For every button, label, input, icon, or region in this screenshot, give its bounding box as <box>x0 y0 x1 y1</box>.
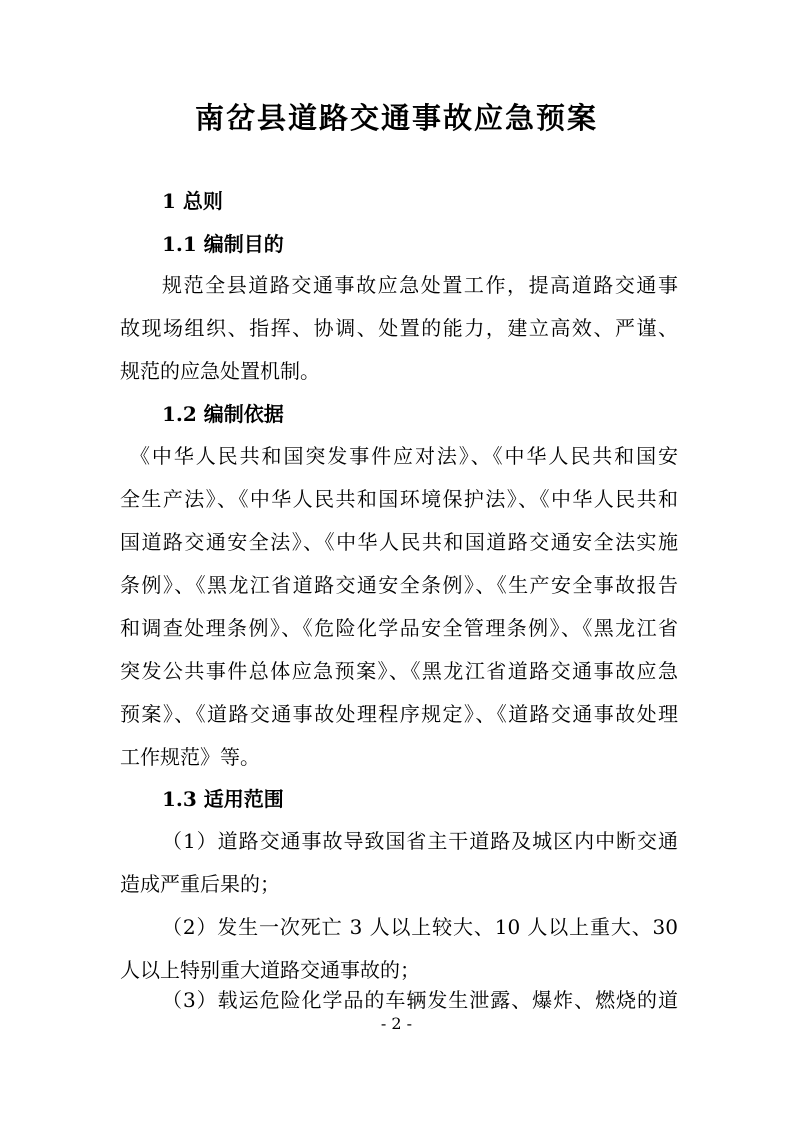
paragraph-line: 《中华人民共和国突发事件应对法》、《中华人民共和国安 <box>130 444 678 468</box>
paragraph-line: 预案》、《道路交通事故处理程序规定》、《道路交通事故处理 <box>120 702 678 726</box>
paragraph-line: 突发公共事件总体应急预案》、《黑龙江省道路交通事故应急 <box>120 659 678 683</box>
paragraph-line: 和调查处理条例》、《危险化学品安全管理条例》、《黑龙江省 <box>120 616 678 640</box>
paragraph-line: 规范全县道路交通事故应急处置工作，提高道路交通事 <box>162 273 678 297</box>
section-heading-1: 1 总则 <box>162 189 223 213</box>
section-heading-1-2: 1.2 编制依据 <box>162 402 284 426</box>
paragraph-line: 条例》、《黑龙江省道路交通安全条例》、《生产安全事故报告 <box>120 573 678 597</box>
paragraph-line: 故现场组织、指挥、协调、处置的能力，建立高效、严谨、 <box>120 316 678 340</box>
section-heading-1-3: 1.3 适用范围 <box>162 787 284 811</box>
document-title: 南岔县道路交通事故应急预案 <box>194 101 598 135</box>
paragraph-line: 国道路交通安全法》、《中华人民共和国道路交通安全法实施 <box>120 530 678 554</box>
list-item-line: 造成严重后果的； <box>120 872 280 896</box>
page-number: - 2 - <box>380 1014 413 1033</box>
section-heading-1-1: 1.1 编制目的 <box>162 232 284 256</box>
list-item-line: 人以上特别重大道路交通事故的； <box>120 958 420 982</box>
list-item-line: （2）发生一次死亡 3 人以上较大、10 人以上重大、30 <box>162 915 678 939</box>
list-item-line: （3）载运危险化学品的车辆发生泄露、爆炸、燃烧的道 <box>162 988 678 1012</box>
paragraph-line: 工作规范》等。 <box>120 745 260 769</box>
paragraph-line: 规范的应急处置机制。 <box>120 359 320 383</box>
list-item-line: （1）道路交通事故导致国省主干道路及城区内中断交通 <box>162 829 678 853</box>
paragraph-line: 全生产法》、《中华人民共和国环境保护法》、《中华人民共和 <box>120 487 678 511</box>
